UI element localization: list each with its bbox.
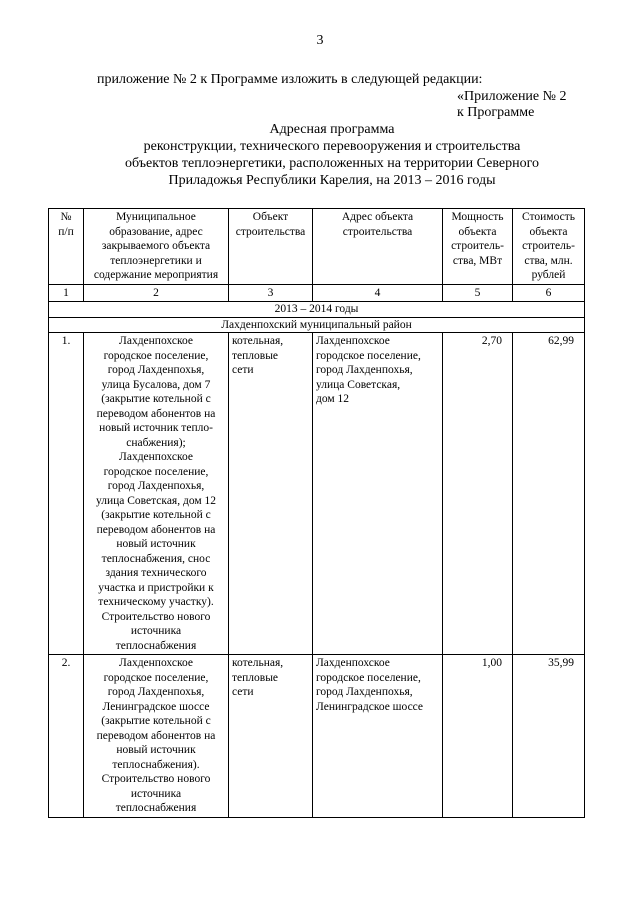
text-line: город Лахденпохья, <box>316 364 413 376</box>
text-line: дом 12 <box>316 393 350 405</box>
text-line: строительства <box>235 225 306 238</box>
text-line: переводом абонентов на <box>96 729 216 742</box>
text-line: теплоснабжения, снос <box>101 552 211 565</box>
text-line: новый источник <box>116 538 196 550</box>
row-cost: 62,99 <box>513 333 585 655</box>
text-line: переводом абонентов на <box>96 523 216 536</box>
header-address <box>313 209 443 285</box>
attachment-label: «Приложение № 2 <box>457 89 567 104</box>
text-line: городское поселение, <box>103 671 209 684</box>
col-number-4: 4 <box>313 284 443 302</box>
section-years: 2013 – 2014 годы <box>49 302 585 318</box>
text-line: содержание мероприятия <box>93 269 219 281</box>
col-number-6: 6 <box>513 284 585 302</box>
col-number-3: 3 <box>229 284 313 302</box>
header-object <box>229 209 313 285</box>
section-row-years <box>49 302 585 318</box>
row-object <box>229 333 313 655</box>
col-number-1: 1 <box>49 284 84 302</box>
text-line: п/п <box>58 225 74 238</box>
text-line: теплоснабжения). <box>112 758 200 771</box>
header-municipality <box>84 209 229 285</box>
page-number: 3 <box>316 33 324 48</box>
text-line: закрываемого объекта <box>101 240 211 252</box>
document-title-line4: Приладожья Республики Карелия, на 2013 – 2016 годы <box>168 173 496 188</box>
text-line: № <box>60 211 72 223</box>
address-program-table <box>48 208 585 818</box>
text-line: городское поселение, <box>316 671 421 684</box>
text-line: теплоснабжения <box>115 802 197 814</box>
text-line: городское поселение, <box>103 349 209 362</box>
text-line: новый источник тепло- <box>99 422 213 434</box>
attachment-reference: к Программе <box>457 105 535 120</box>
text-line: город Лахденпохья, <box>107 686 205 698</box>
text-line: Лахденпохское <box>119 451 193 463</box>
text-line: городское поселение, <box>316 349 421 362</box>
text-line: теплоэнергетики и <box>110 254 202 267</box>
text-line: строитель- <box>522 240 575 252</box>
text-line: Лахденпохское <box>316 335 390 347</box>
text-line: котельная, <box>232 335 284 347</box>
text-line: сети <box>232 364 254 376</box>
text-line: рублей <box>531 269 566 281</box>
text-line: участка и пристройки к <box>98 581 214 594</box>
row-num: 1. <box>49 333 84 655</box>
text-line: Строительство нового <box>101 773 211 785</box>
text-line: переводом абонентов на <box>96 407 216 420</box>
text-line: город Лахденпохья, <box>107 480 205 492</box>
text-line: источника <box>130 625 182 637</box>
row-cost: 35,99 <box>513 655 585 818</box>
text-line: ства, млн. <box>524 254 573 267</box>
text-line: строительства <box>342 225 413 238</box>
text-line: снабжения); <box>126 436 186 449</box>
document-title: Адресная программа <box>269 122 395 137</box>
text-line: объекта <box>529 225 568 238</box>
text-line: город Лахденпохья, <box>107 364 205 376</box>
header-num <box>49 209 84 285</box>
row-object <box>229 655 313 818</box>
table-row <box>49 333 585 655</box>
text-line: городское поселение, <box>103 465 209 478</box>
col-number-5: 5 <box>443 284 513 302</box>
text-line: здания технического <box>105 567 207 579</box>
row-municipality <box>84 333 229 655</box>
intro-text: приложение № 2 к Программе изложить в следующей редакции: <box>97 72 483 87</box>
header-cost <box>513 209 585 285</box>
text-line: Адрес объекта <box>341 211 414 223</box>
text-line: объекта <box>458 225 497 238</box>
text-line: Стоимость <box>522 211 575 223</box>
text-line: новый источник <box>116 744 196 756</box>
text-line: образование, адрес <box>109 225 203 238</box>
text-line: Муниципальное <box>116 211 196 223</box>
text-line: теплоснабжения <box>115 639 197 652</box>
text-line: Объект <box>252 211 289 223</box>
text-line: источника <box>130 787 182 800</box>
text-line: Лахденпохское <box>119 657 193 669</box>
text-line: тепловые <box>232 671 279 684</box>
col-number-2: 2 <box>84 284 229 302</box>
text-line: ства, МВт <box>452 254 503 267</box>
text-line: (закрытие котельной с <box>101 509 211 521</box>
text-line: тепловые <box>232 349 279 362</box>
text-line: Ленинградское шоссе <box>316 700 424 713</box>
section-district: Лахденпохский муниципальный район <box>49 317 585 333</box>
text-line: Строительство нового <box>101 610 211 623</box>
text-line: улица Бусалова, дом 7 <box>101 378 211 391</box>
row-power: 2,70 <box>443 333 513 655</box>
text-line: город Лахденпохья, <box>316 686 413 698</box>
header-power <box>443 209 513 285</box>
text-line: улица Советская, дом 12 <box>95 494 217 507</box>
text-line: строитель- <box>451 240 504 252</box>
table-header-row <box>49 209 585 285</box>
text-line: Ленинградское шоссе <box>102 700 210 713</box>
text-line: котельная, <box>232 657 284 669</box>
row-num: 2. <box>49 655 84 818</box>
text-line: техническому участку). <box>98 596 214 608</box>
text-line: (закрытие котельной с <box>101 715 211 727</box>
document-title-line3: объектов теплоэнергетики, расположенных на территории Северного <box>124 156 540 171</box>
table-row <box>49 655 585 818</box>
row-address <box>313 333 443 655</box>
text-line: сети <box>232 686 254 698</box>
text-line: (закрытие котельной с <box>101 393 211 405</box>
text-line: Лахденпохское <box>119 335 193 347</box>
document-title-line2: реконструкции, технического перевооружения и строительства <box>143 139 521 154</box>
text-line: улица Советская, <box>316 378 401 391</box>
row-municipality <box>84 655 229 818</box>
text-line: Лахденпохское <box>316 657 390 669</box>
section-row-district <box>49 317 585 333</box>
row-power: 1,00 <box>443 655 513 818</box>
column-number-row <box>49 284 585 302</box>
row-address <box>313 655 443 818</box>
text-line: Мощность <box>451 211 504 223</box>
